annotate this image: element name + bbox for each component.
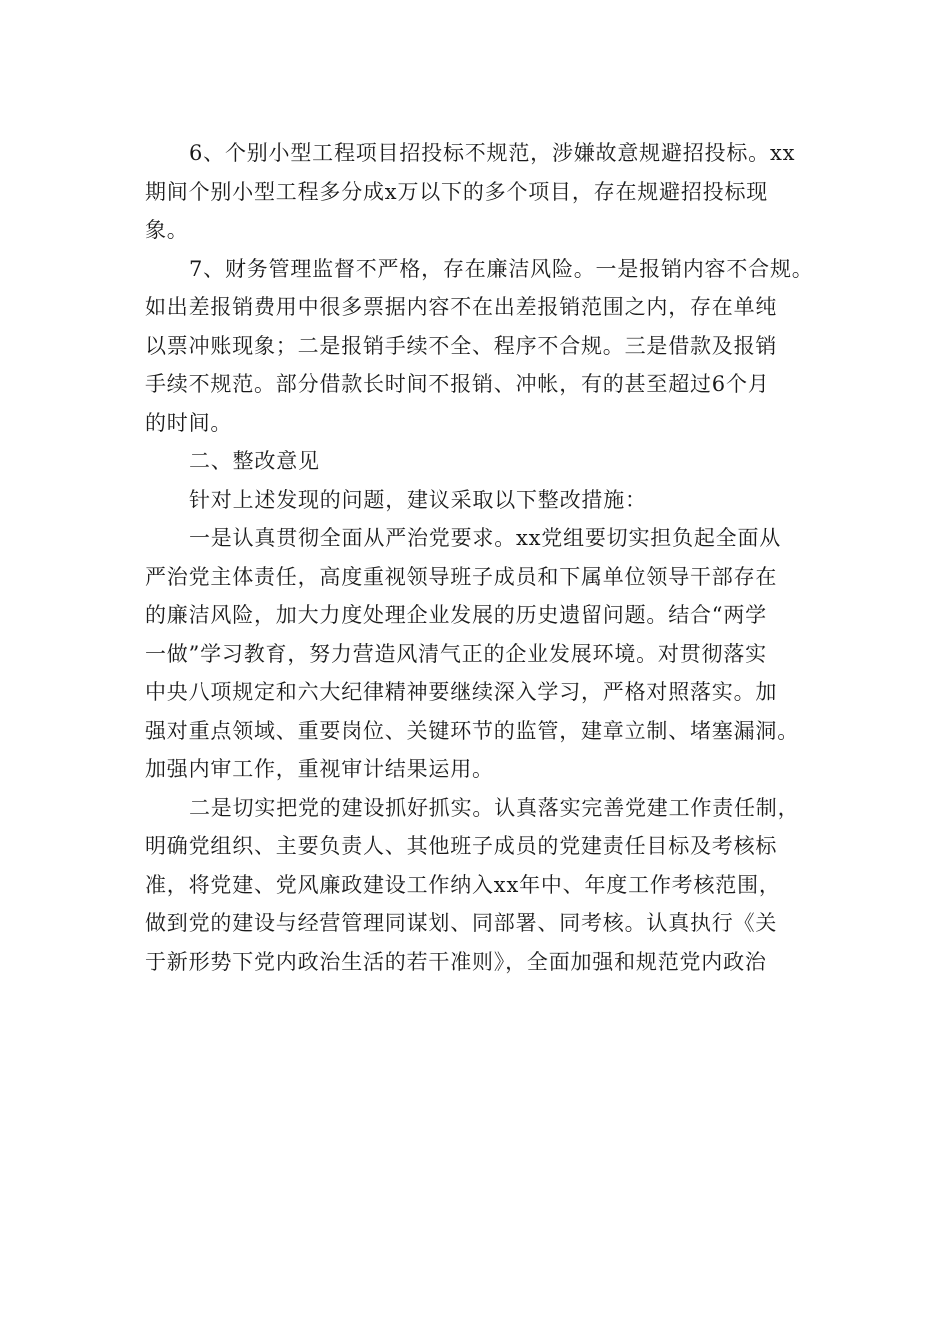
text-line: 二是切实把党的建设抓好抓实。认真落实完善党建工作责任制， bbox=[189, 795, 800, 820]
text-line: 如出差报销费用中很多票据内容不在出差报销范围之内，存在单纯 bbox=[145, 295, 778, 319]
text-line: 严治党主体责任，高度重视领导班子成员和下属单位领导干部存在 bbox=[145, 564, 778, 589]
text-line: 针对上述发现的问题，建议采取以下整改措施： bbox=[189, 487, 647, 512]
text-line: 中央八项规定和六大纪律精神要继续深入学习，严格对照落实。加 bbox=[145, 680, 778, 704]
text-line: 期间个别小型工程多分成x万以下的多个项目，存在规避招投标现 bbox=[145, 179, 769, 204]
text-line: 一做”学习教育，努力营造风清气正的企业发展环境。对贯彻落实 bbox=[145, 641, 767, 666]
text-line: 一是认真贯彻全面从严治党要求。xx党组要切实担负起全面从 bbox=[189, 526, 782, 550]
text-line: 7、财务管理监督不严格，存在廉洁风险。一是报销内容不合规。 bbox=[189, 256, 814, 281]
text-line: 加强内审工作，重视审计结果运用。 bbox=[145, 757, 494, 781]
document-body bbox=[145, 138, 817, 985]
text-line: 象。 bbox=[145, 218, 189, 242]
text-line: 做到党的建设与经营管理同谋划、同部署、同考核。认真执行《关 bbox=[145, 911, 778, 935]
text-line: 以票冲账现象；二是报销手续不全、程序不合规。三是借款及报销 bbox=[145, 333, 778, 358]
text-line: 强对重点领域、重要岗位、关键环节的监管，建章立制、堵塞漏洞。 bbox=[145, 718, 799, 743]
section-heading: 二、整改意见 bbox=[189, 449, 320, 473]
text-line: 6、个别小型工程项目招投标不规范，涉嫌故意规避招投标。xx bbox=[189, 141, 796, 165]
text-line: 于新形势下党内政治生活的若干准则》，全面加强和规范党内政治 bbox=[145, 949, 767, 974]
text-line: 准，将党建、党风廉政建设工作纳入xx年中、年度工作考核范围， bbox=[145, 872, 781, 897]
text-line: 的廉洁风险，加大力度处理企业发展的历史遗留问题。结合“两学 bbox=[145, 603, 767, 627]
text-line: 手续不规范。部分借款长时间不报销、冲帐，有的甚至超过6个月 bbox=[145, 372, 770, 396]
text-line: 的时间。 bbox=[145, 410, 233, 435]
text-line: 明确党组织、主要负责人、其他班子成员的党建责任目标及考核标 bbox=[145, 834, 778, 858]
